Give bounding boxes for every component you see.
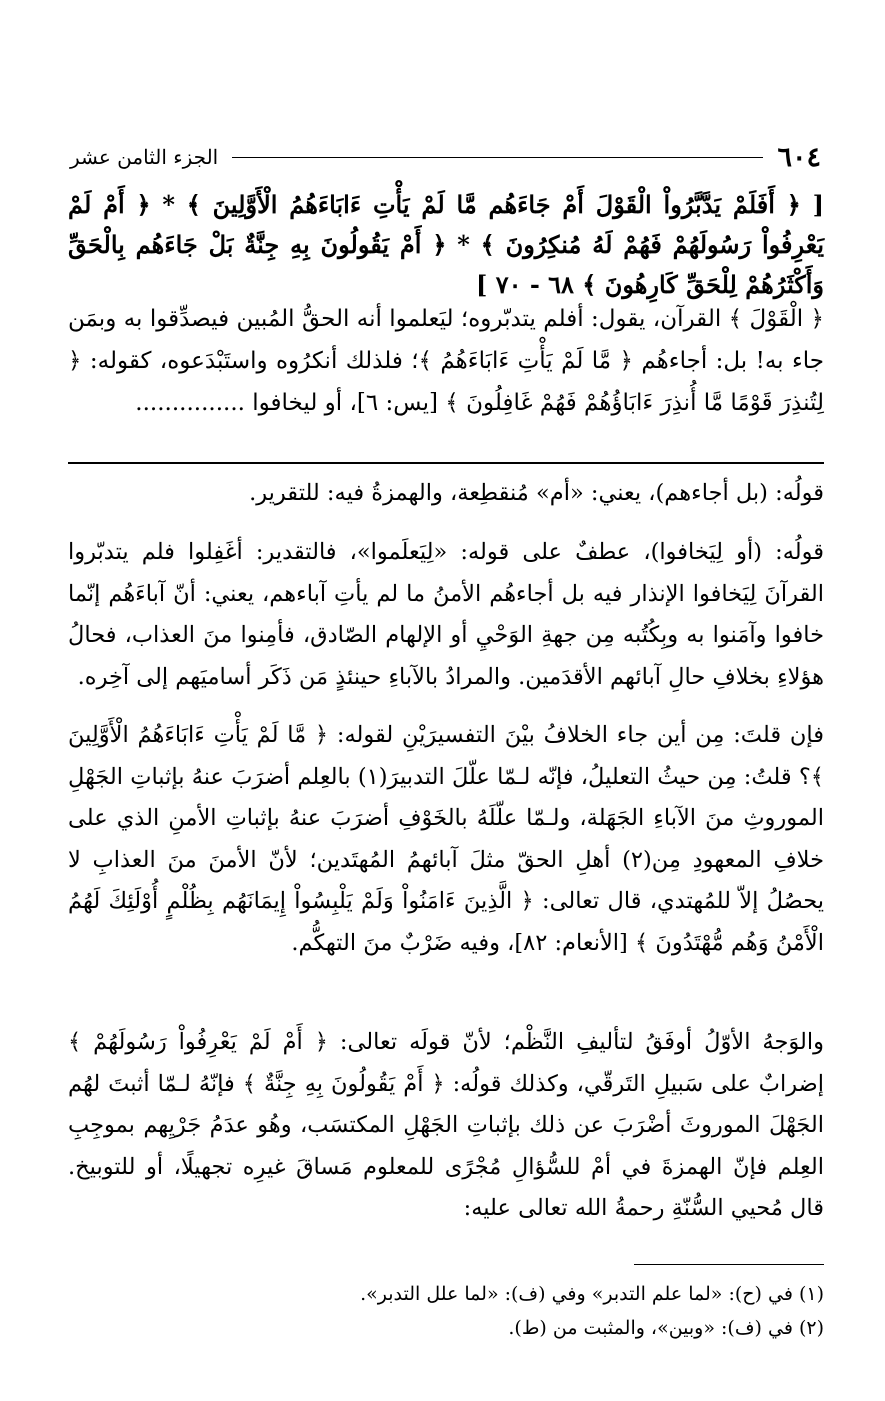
section-divider <box>68 462 824 464</box>
commentary-paragraph-4: والوَجهُ الأوّلُ أوفَقُ لتأليفِ النَّظْم؛ لأنّ قولَه تعالى: ﴿ أَمْ لَمْ يَعْرِفُواْ رَسُولَهُمْ ﴾ إضرابٌ على سَبيلِ التَرقّي، وكذلك قولُه: ﴿ أَمْ يَقُولُونَ بِهِ جِنَّةٌ ﴾ فإنّهُ لـمّا أثبتَ لهُم الجَهْلَ الموروثَ أضْرَبَ عن ذلك بإثباتِ الجَهْلِ المكتسَب، وهُو عدَمُ جَرْيِهم بموجِبِ العِلم فإنّ الهمزةَ في أمْ للسُّؤالِ مُجْرًى للمعلوم مَساقَ غيرِه تجهيلًا، أو للتوبيخ. قال مُحيي السُّنّةِ رحمةُ الله تعالى عليه: <box>68 1029 824 1221</box>
quran-verse-block: [ ﴿ أَفَلَمْ يَدَّبَّرُواْ الْقَوْلَ أَمْ جَاءَهُم مَّا لَمْ يَأْتِ ءَابَاءَهُمُ الْأَوَّلِينَ ﴾ * ﴿ أَمْ لَمْ يَعْرِفُواْ رَسُولَهُمْ فَهُمْ لَهُ مُنكِرُونَ ﴾ * ﴿ أَمْ يَقُولُونَ بِهِ جِنَّةٌ بَلْ جَاءَهُم بِالْحَقِّ وَأَكْثَرُهُمْ لِلْحَقِّ كَارِهُونَ ﴾ ٦٨ - ٧٠ ] <box>68 190 824 299</box>
page-header <box>70 138 821 176</box>
commentary-paragraph-1: قولُه: (بل أجاءهم)، يعني: «أم» مُنقطِعة، والهمزةُ فيه: للتقرير. <box>249 480 824 506</box>
header-rule <box>232 157 763 158</box>
running-title: الجزء الثامن عشر <box>70 145 219 169</box>
commentary-paragraph-2: قولُه: (أو لِيَخافوا)، عطفٌ على قوله: «لِيَعلَموا»، فالتقدير: أغَفِلوا فلم يتدبّروا القرآنَ لِيَخافوا الإنذار فيه بل أجاءهُم الأمنُ ما لم يأتِ آباءهم، يعني: أنّ آباءَهُم إنّما خافوا وآمَنوا به وبِكُتُبه مِن جهةِ الوَحْيِ أو الإلهام الصّادق، فأمِنوا منَ العذاب، فحالُ هؤلاءِ بخلافِ حالِ آبائهم الأقدَمين. والمرادُ بالآباءِ حينئذٍ مَن ذَكَر أساميَهم إلى آخِره. <box>68 539 824 690</box>
footnotes <box>68 1277 824 1345</box>
page-number: ٦٠٤ <box>777 141 821 173</box>
main-paragraph: ﴿ الْقَوْلَ ﴾ القرآن، يقول: أفلم يتدبّروه؛ ليَعلموا أنه الحقُّ المُبين فيصدِّقوا به وبمَن جاء به! بل: أجاءهُم ﴿ مَّا لَمْ يَأْتِ ءَابَاءَهُمُ ﴾؛ فلذلك أنكرُوه واستَبْدَعوه، كقوله: ﴿ لِتُنذِرَ قَوْمًا مَّا أُنذِرَ ءَابَاؤُهُمْ فَهُمْ غَافِلُونَ ﴾ [يس: ٦]، أو ليخافوا ............... <box>68 306 824 416</box>
commentary-paragraph-3: فإن قلتَ: مِن أين جاء الخلافُ بيْنَ التفسيرَيْنِ لقوله: ﴿ مَّا لَمْ يَأْتِ ءَابَاءَهُمُ الْأَوَّلِينَ ﴾؟ قلتُ: مِن حيثُ التعليلُ، فإنّه لـمّا علّلَ التدبيرَ(١) بالعِلم أضرَبَ عنهُ بإثباتِ الجَهْلِ الموروثِ منَ الآباءِ الجَهَلة، ولـمّا علّلَهُ بالخَوْفِ أضرَبَ عنهُ بإثباتِ الأمنِ الذي على خلافِ المعهودِ مِن(٢) أهلِ الحقّ مثلَ آبائهمُ المُهتَدين؛ لأنّ الأمنَ منَ العذابِ لا يحصُلُ إلاّ للمُهتدي، قال تعالى: ﴿ الَّذِينَ ءَامَنُواْ وَلَمْ يَلْبِسُواْ إِيمَانَهُم بِظُلْمٍ أُوْلَئِكَ لَهُمُ الْأَمْنُ وَهُم مُّهْتَدُونَ ﴾ [الأنعام: ٨٢]، وفيه ضَرْبٌ منَ التهكُّم. <box>68 722 825 956</box>
footnote-divider <box>634 1264 824 1265</box>
footnote-1: (١) في (ح): «لما علم التدبر» وفي (ف): «لما علل التدبر». <box>360 1283 824 1305</box>
footnote-2: (٢) في (ف): «وبين»، والمثبت من (ط). <box>508 1317 824 1339</box>
